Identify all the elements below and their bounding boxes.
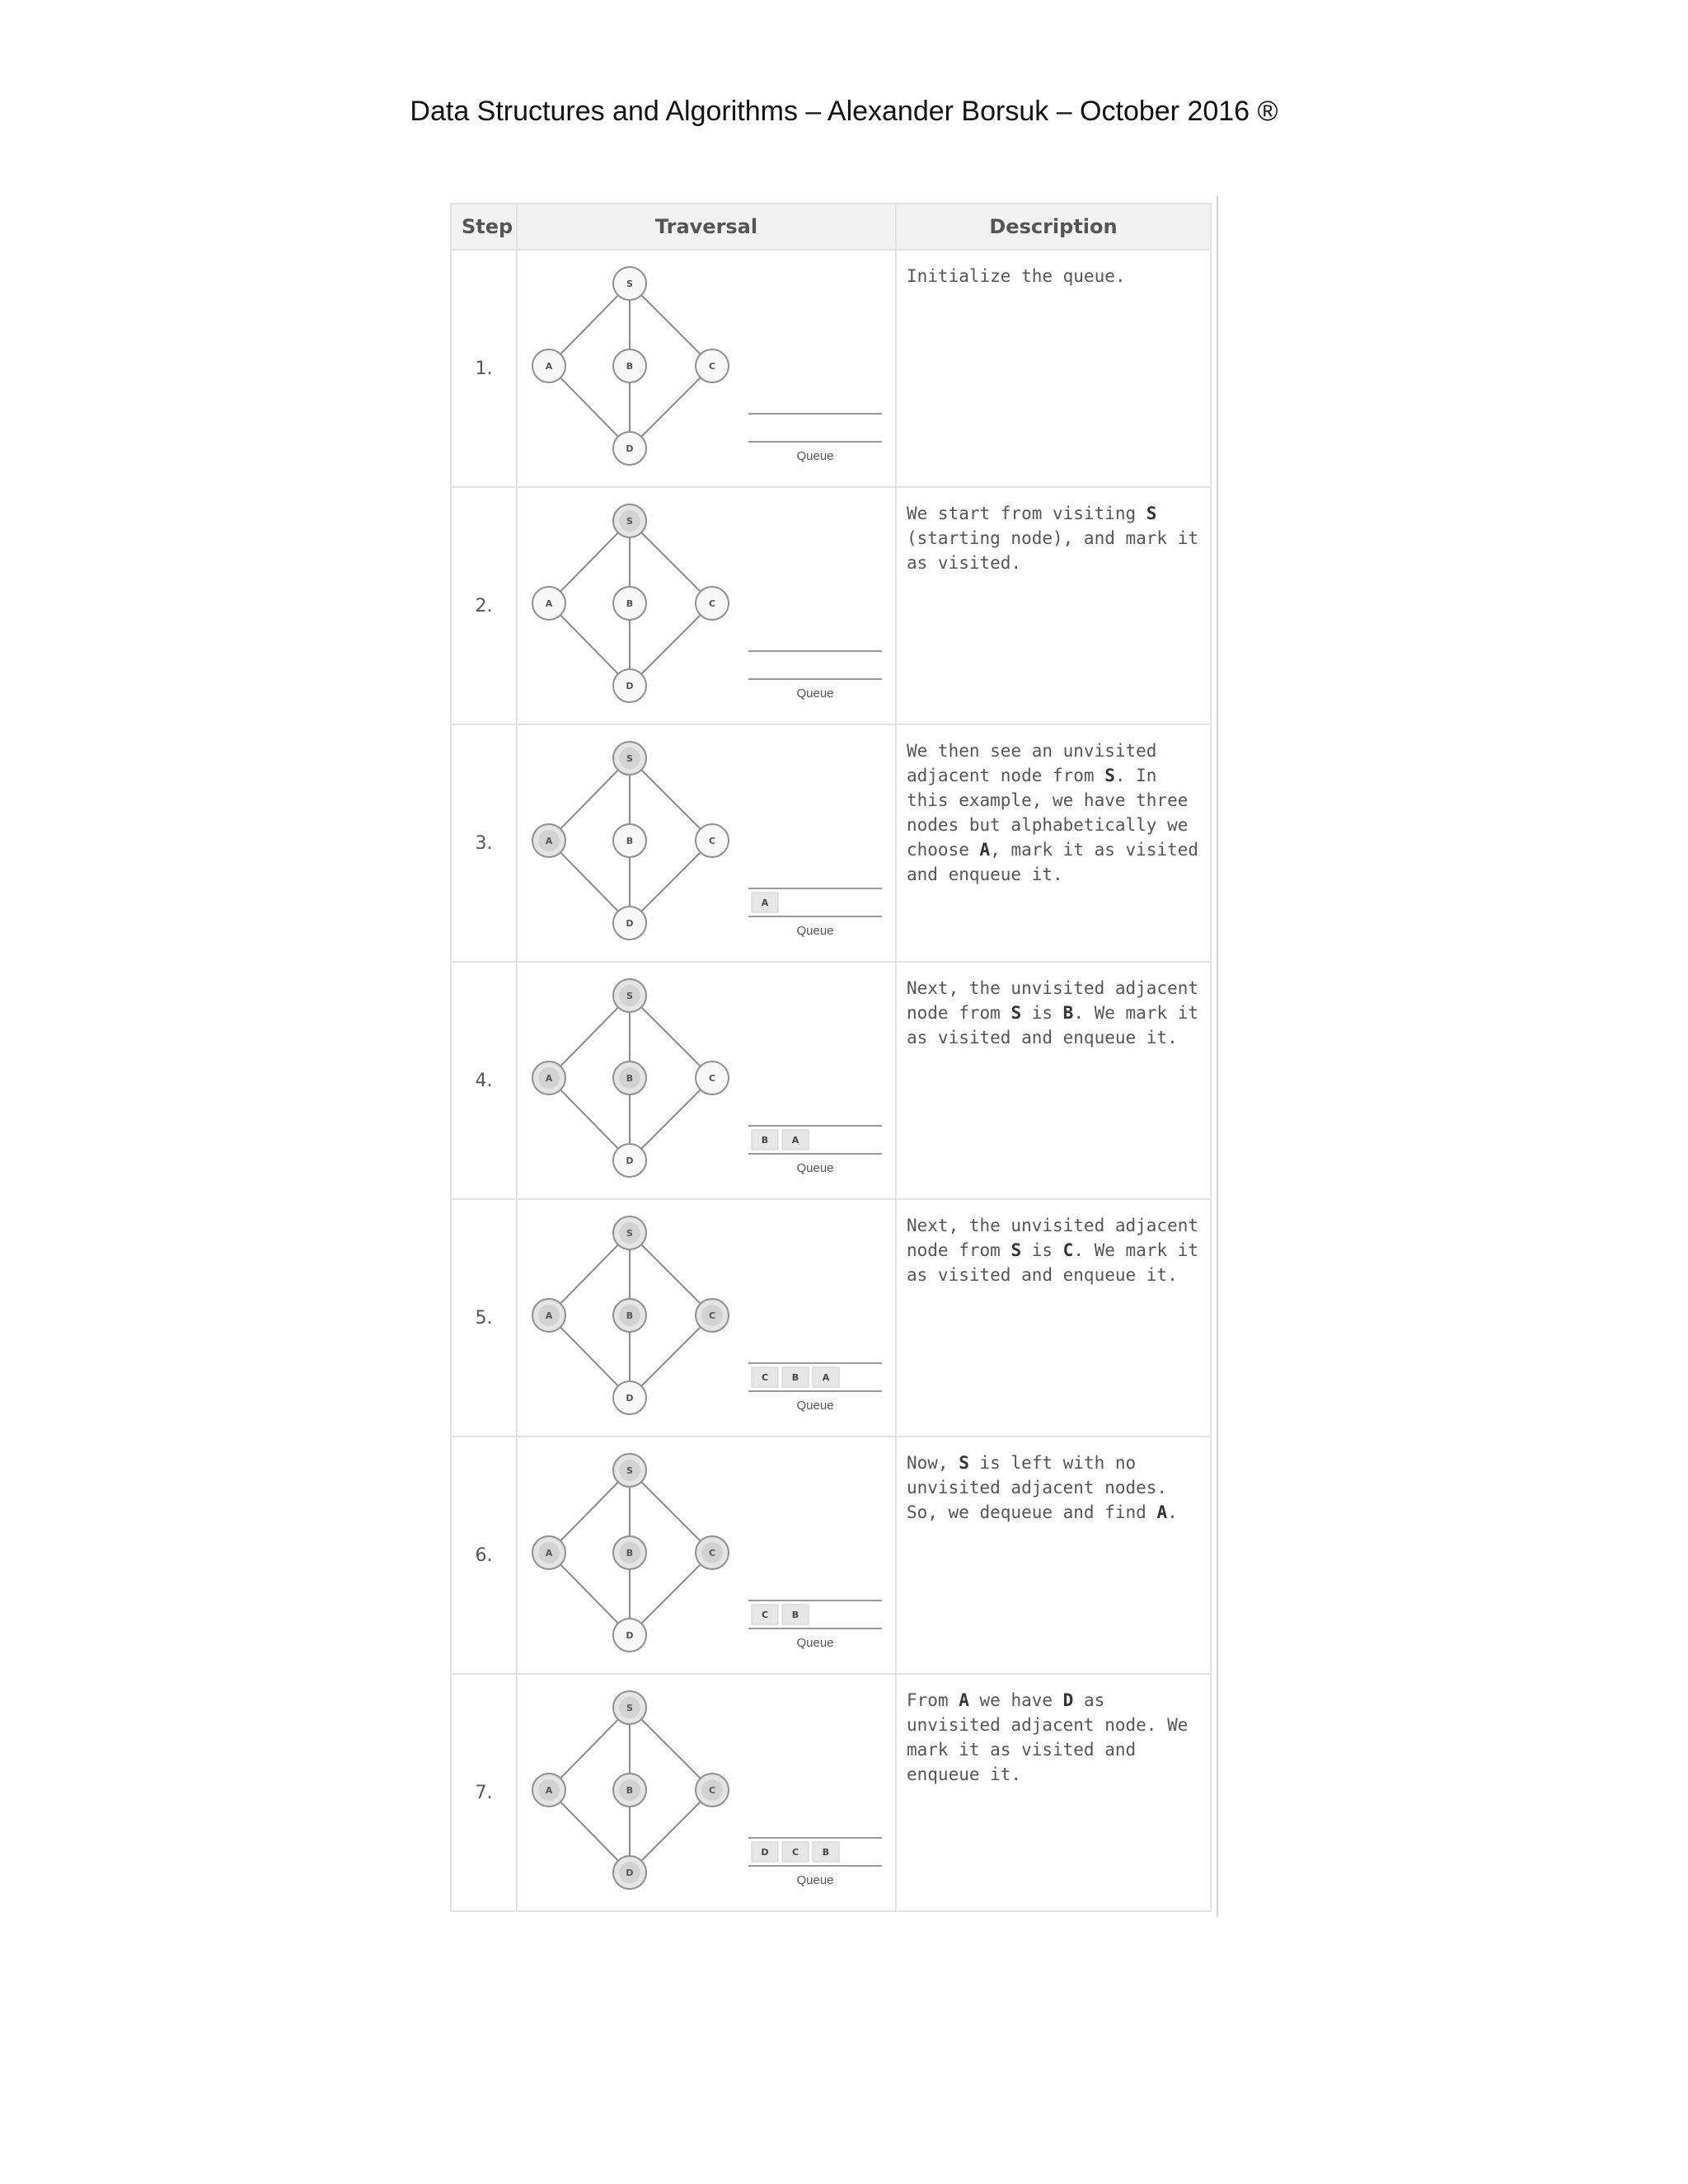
queue-label: Queue bbox=[796, 924, 834, 938]
svg-text:B: B bbox=[822, 1847, 830, 1858]
svg-text:C: C bbox=[708, 1310, 716, 1321]
queue-item bbox=[782, 1842, 809, 1862]
graph-node-c bbox=[696, 1774, 729, 1807]
svg-text:B: B bbox=[626, 598, 634, 609]
table-body bbox=[451, 250, 1211, 1911]
svg-text:A: A bbox=[545, 598, 553, 609]
graph-node-a bbox=[532, 1774, 565, 1807]
page-vertical-rule bbox=[1217, 196, 1218, 1917]
svg-text:B: B bbox=[791, 1610, 799, 1620]
queue-label: Queue bbox=[796, 1873, 834, 1887]
graph-node-d bbox=[613, 432, 646, 465]
queue bbox=[748, 651, 882, 701]
graph-node-s bbox=[613, 742, 646, 775]
description-text: . We mark it as visited and enqueue it. bbox=[907, 1003, 1199, 1047]
svg-text:S: S bbox=[626, 1703, 633, 1713]
description-node-ref: S bbox=[1104, 766, 1115, 785]
description-text: we have bbox=[968, 1690, 1063, 1710]
description-node-ref: S bbox=[1010, 1240, 1022, 1260]
svg-text:A: A bbox=[545, 361, 553, 372]
svg-text:B: B bbox=[761, 1135, 769, 1146]
queue-item bbox=[782, 1605, 809, 1624]
graph-edge-c-d bbox=[630, 603, 712, 686]
queue bbox=[748, 1601, 882, 1650]
graph-diagram bbox=[518, 1437, 893, 1673]
graph-edge-s-c bbox=[630, 758, 712, 841]
graph-edge-c-d bbox=[630, 1790, 712, 1872]
graph-edge-a-d bbox=[549, 366, 630, 448]
graph-node-d bbox=[613, 1619, 646, 1652]
description-text: as unvisited adjacent node. We mark it as visited and enqueue it. bbox=[907, 1690, 1189, 1784]
graph-edge-c-d bbox=[630, 841, 712, 923]
graph-node-a bbox=[532, 1536, 565, 1569]
graph-edge-c-d bbox=[630, 1078, 712, 1160]
graph-edge-c-d bbox=[630, 366, 712, 448]
svg-text:S: S bbox=[626, 991, 633, 1001]
queue-label: Queue bbox=[796, 1161, 834, 1175]
svg-text:D: D bbox=[626, 681, 634, 691]
graph-diagram bbox=[518, 963, 893, 1198]
svg-text:D: D bbox=[626, 443, 634, 454]
svg-text:D: D bbox=[626, 918, 634, 929]
graph-node-b bbox=[613, 824, 646, 857]
step-number: 7. bbox=[451, 1674, 517, 1911]
queue-label: Queue bbox=[796, 449, 834, 463]
description-node-ref: S bbox=[1010, 1003, 1022, 1023]
svg-text:A: A bbox=[761, 898, 769, 908]
graph-edge-s-c bbox=[630, 1708, 712, 1790]
graph-node-a bbox=[532, 824, 565, 857]
graph-diagram bbox=[518, 725, 893, 961]
graph-diagram bbox=[518, 251, 893, 486]
description-node-ref: B bbox=[1062, 1003, 1074, 1023]
description-node-ref: D bbox=[1062, 1690, 1074, 1710]
svg-text:A: A bbox=[545, 1548, 553, 1558]
queue-item bbox=[752, 1842, 778, 1862]
graph-edge-a-d bbox=[549, 841, 630, 923]
graph-node-b bbox=[613, 1774, 646, 1807]
description-text: is left with no unvisited adjacent nodes. So, we dequeue and find bbox=[907, 1453, 1168, 1522]
graph-edge-s-a bbox=[549, 1470, 630, 1553]
graph-edge-s-a bbox=[549, 758, 630, 841]
description-text: We start from visiting bbox=[907, 504, 1146, 523]
column-header-step: Step bbox=[451, 204, 517, 250]
queue-label: Queue bbox=[796, 1399, 834, 1413]
traversal-cell bbox=[517, 1436, 896, 1674]
svg-text:C: C bbox=[708, 836, 716, 846]
table-row bbox=[451, 724, 1211, 962]
step-number: 6. bbox=[451, 1436, 517, 1674]
traversal-cell bbox=[517, 724, 896, 962]
graph-node-d bbox=[613, 669, 646, 702]
bfs-steps-table bbox=[450, 203, 1212, 1912]
graph-edge-a-d bbox=[549, 1315, 630, 1398]
graph-node-a bbox=[532, 587, 565, 620]
step-description bbox=[896, 1199, 1211, 1436]
graph-edge-s-c bbox=[630, 1470, 712, 1553]
graph-node-d bbox=[613, 1144, 646, 1177]
step-description bbox=[896, 724, 1211, 962]
svg-text:A: A bbox=[545, 1785, 553, 1796]
graph-diagram bbox=[518, 1200, 893, 1436]
svg-text:C: C bbox=[761, 1610, 769, 1620]
graph-edge-s-a bbox=[549, 521, 630, 603]
graph-node-s bbox=[613, 1216, 646, 1249]
svg-text:A: A bbox=[545, 1073, 553, 1084]
graph-node-d bbox=[613, 907, 646, 940]
svg-text:A: A bbox=[545, 836, 553, 846]
queue-item bbox=[752, 1130, 778, 1150]
graph-node-a bbox=[532, 349, 565, 382]
traversal-cell bbox=[517, 1199, 896, 1436]
description-node-ref: A bbox=[959, 1690, 969, 1710]
description-text: . bbox=[1167, 1502, 1178, 1522]
graph-node-b bbox=[613, 1299, 646, 1332]
svg-text:S: S bbox=[626, 516, 633, 527]
graph-node-c bbox=[696, 1299, 729, 1332]
queue-item bbox=[752, 1605, 778, 1624]
step-description bbox=[896, 962, 1211, 1199]
step-number: 2. bbox=[451, 487, 517, 724]
svg-text:B: B bbox=[791, 1372, 799, 1383]
svg-text:D: D bbox=[626, 1393, 634, 1404]
description-text: We then see an unvisited adjacent node from bbox=[907, 741, 1157, 785]
description-text: (starting node), and mark it as visited. bbox=[907, 528, 1199, 573]
svg-text:A: A bbox=[791, 1135, 799, 1146]
graph-node-d bbox=[613, 1856, 646, 1889]
step-number: 4. bbox=[451, 962, 517, 1199]
page-header: Data Structures and Algorithms – Alexander Borsuk – October 2016 ® bbox=[410, 96, 1278, 127]
graph-edge-c-d bbox=[630, 1315, 712, 1398]
svg-text:C: C bbox=[761, 1372, 769, 1383]
svg-text:B: B bbox=[626, 361, 634, 372]
graph-edge-a-d bbox=[549, 1790, 630, 1872]
graph-node-b bbox=[613, 1536, 646, 1569]
queue-label: Queue bbox=[796, 687, 834, 701]
graph-node-c bbox=[696, 587, 729, 620]
step-number: 5. bbox=[451, 1199, 517, 1436]
traversal-cell bbox=[517, 962, 896, 1199]
step-number: 1. bbox=[451, 250, 517, 487]
svg-text:S: S bbox=[626, 1228, 633, 1239]
graph-edge-s-a bbox=[549, 284, 630, 366]
step-description bbox=[896, 487, 1211, 724]
queue bbox=[748, 1363, 882, 1413]
description-text: Now, bbox=[907, 1453, 959, 1473]
description-text: Initialize the queue. bbox=[907, 266, 1126, 286]
svg-text:B: B bbox=[626, 1073, 634, 1084]
description-node-ref: A bbox=[1156, 1502, 1168, 1522]
graph-diagram bbox=[518, 1675, 893, 1910]
traversal-cell bbox=[517, 1674, 896, 1911]
description-text: From bbox=[907, 1690, 959, 1710]
svg-text:B: B bbox=[626, 1310, 634, 1321]
graph-edge-s-c bbox=[630, 521, 712, 603]
graph-node-a bbox=[532, 1299, 565, 1332]
svg-text:A: A bbox=[822, 1372, 830, 1383]
traversal-cell bbox=[517, 487, 896, 724]
table-row bbox=[451, 487, 1211, 724]
svg-text:B: B bbox=[626, 1548, 634, 1558]
graph-node-s bbox=[613, 979, 646, 1012]
svg-text:C: C bbox=[791, 1847, 799, 1858]
graph-edge-a-d bbox=[549, 1553, 630, 1635]
graph-node-s bbox=[613, 504, 646, 537]
table-header bbox=[451, 204, 1211, 250]
svg-text:C: C bbox=[708, 1785, 716, 1796]
description-text: . In this example, we have three nodes but alphabetically we choose bbox=[907, 766, 1189, 860]
svg-text:A: A bbox=[545, 1310, 553, 1321]
queue bbox=[748, 1126, 882, 1175]
graph-node-c bbox=[696, 1062, 729, 1094]
svg-text:S: S bbox=[626, 753, 633, 764]
description-text: . We mark it as visited and enqueue it. bbox=[907, 1240, 1199, 1285]
description-text: , mark it as visited and enqueue it. bbox=[907, 840, 1199, 884]
svg-text:C: C bbox=[708, 361, 716, 372]
queue bbox=[748, 888, 882, 938]
svg-text:D: D bbox=[626, 1868, 634, 1878]
description-text: is bbox=[1021, 1003, 1063, 1023]
description-node-ref: C bbox=[1062, 1240, 1074, 1260]
queue-item bbox=[813, 1367, 839, 1387]
column-header-description: Description bbox=[896, 204, 1211, 250]
svg-text:C: C bbox=[708, 1073, 716, 1084]
queue-item bbox=[782, 1367, 809, 1387]
table-row bbox=[451, 962, 1211, 1199]
svg-text:S: S bbox=[626, 279, 633, 289]
graph-node-a bbox=[532, 1062, 565, 1094]
table-row bbox=[451, 1674, 1211, 1911]
description-text: is bbox=[1021, 1240, 1063, 1260]
description-text: Next, the unvisited adjacent node from bbox=[907, 1216, 1199, 1260]
graph-node-s bbox=[613, 1691, 646, 1724]
column-header-traversal: Traversal bbox=[517, 204, 896, 250]
step-description bbox=[896, 1436, 1211, 1674]
graph-node-s bbox=[613, 267, 646, 300]
graph-edge-c-d bbox=[630, 1553, 712, 1635]
graph-node-c bbox=[696, 1536, 729, 1569]
graph-edge-s-c bbox=[630, 996, 712, 1078]
svg-text:B: B bbox=[626, 1785, 634, 1796]
graph-diagram bbox=[518, 488, 893, 724]
description-node-ref: S bbox=[1146, 504, 1157, 523]
table-row bbox=[451, 1199, 1211, 1436]
description-text: Next, the unvisited adjacent node from bbox=[907, 978, 1199, 1023]
svg-text:C: C bbox=[708, 598, 716, 609]
graph-node-d bbox=[613, 1381, 646, 1414]
svg-text:D: D bbox=[626, 1630, 634, 1641]
queue-item bbox=[752, 1367, 778, 1387]
svg-text:C: C bbox=[708, 1548, 716, 1558]
graph-edge-s-a bbox=[549, 1708, 630, 1790]
step-description bbox=[896, 250, 1211, 487]
queue-label: Queue bbox=[796, 1636, 834, 1650]
graph-node-b bbox=[613, 587, 646, 620]
table-row bbox=[451, 1436, 1211, 1674]
queue-item bbox=[782, 1130, 809, 1150]
graph-edge-s-c bbox=[630, 284, 712, 366]
graph-edge-s-c bbox=[630, 1233, 712, 1315]
svg-text:D: D bbox=[761, 1847, 769, 1858]
graph-node-b bbox=[613, 1062, 646, 1094]
queue-item bbox=[752, 893, 778, 912]
graph-edge-s-a bbox=[549, 996, 630, 1078]
queue bbox=[748, 1838, 882, 1887]
svg-text:D: D bbox=[626, 1155, 634, 1166]
description-node-ref: A bbox=[979, 840, 991, 860]
graph-node-c bbox=[696, 824, 729, 857]
description-node-ref: S bbox=[959, 1453, 969, 1473]
table-row bbox=[451, 250, 1211, 487]
graph-edge-s-a bbox=[549, 1233, 630, 1315]
svg-text:B: B bbox=[626, 836, 634, 846]
step-number: 3. bbox=[451, 724, 517, 962]
svg-text:S: S bbox=[626, 1465, 633, 1476]
graph-node-b bbox=[613, 349, 646, 382]
queue bbox=[748, 414, 882, 463]
graph-node-c bbox=[696, 349, 729, 382]
queue-item bbox=[813, 1842, 839, 1862]
traversal-cell bbox=[517, 250, 896, 487]
graph-edge-a-d bbox=[549, 603, 630, 686]
step-description bbox=[896, 1674, 1211, 1911]
graph-node-s bbox=[613, 1454, 646, 1487]
graph-edge-a-d bbox=[549, 1078, 630, 1160]
